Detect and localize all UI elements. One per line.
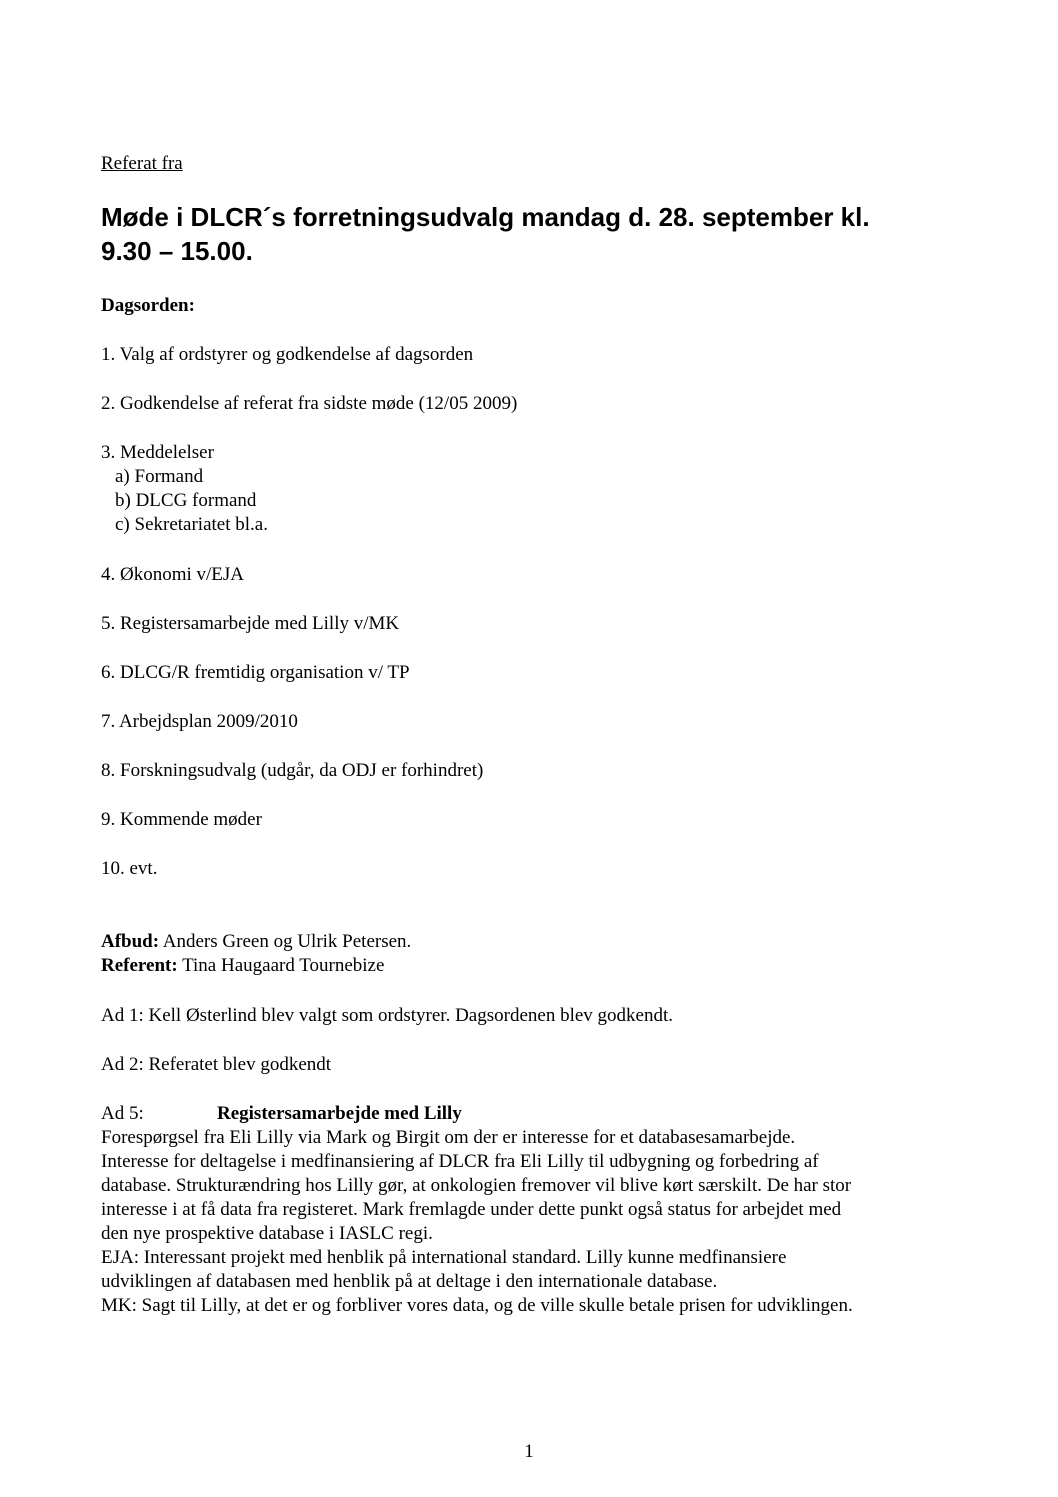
page-number: 1 [524, 1441, 534, 1462]
ad5-line: interesse i at få data fra registeret. Mark fremlagde under dette punkt også status for arbejdet med [101, 1199, 842, 1220]
ad5-line: database. Strukturændring hos Lilly gør, at onkologien fremover vil blive kørt særskilt. De har stor [101, 1175, 852, 1196]
absent-line [101, 930, 411, 954]
minutes-ad2: Ad 2: Referatet blev godkendt [101, 1054, 332, 1075]
agenda-item-6: 6. DLCG/R fremtidig organisation v/ TP [101, 662, 410, 683]
referent-label: Referent: [101, 955, 178, 976]
agenda-item-8: 8. Forskningsudvalg (udgår, da ODJ er forhindret) [101, 760, 484, 781]
agenda-item-9: 9. Kommende møder [101, 809, 262, 830]
ad5-paragraph [101, 1126, 961, 1318]
agenda-item-2: 2. Godkendelse af referat fra sidste møde (12/05 2009) [101, 393, 518, 414]
absent-label: Afbud: [101, 931, 160, 952]
document-subtitle: Referat fra [101, 153, 183, 174]
agenda-subitem-c: c) Sekretariatet bl.a. [115, 514, 268, 535]
ad5-label: Ad 5: [101, 1103, 144, 1124]
referent-value: Tina Haugaard Tournebize [177, 955, 385, 976]
agenda-item-4: 4. Økonomi v/EJA [101, 564, 245, 585]
ad5-heading: Registersamarbejde med Lilly [217, 1103, 462, 1124]
minutes-ad5-heading-line [101, 1102, 462, 1126]
referent-line [101, 954, 384, 978]
minutes-ad1: Ad 1: Kell Østerlind blev valgt som ordstyrer. Dagsordenen blev godkendt. [101, 1005, 674, 1026]
agenda-item-7: 7. Arbejdsplan 2009/2010 [101, 711, 298, 732]
ad5-line: udviklingen af databasen med henblik på at deltage i den internationale database. [101, 1271, 718, 1292]
ad5-line: den nye prospektive database i IASLC regi. [101, 1223, 433, 1244]
absent-value: Anders Green og Ulrik Petersen. [159, 931, 412, 952]
agenda-heading: Dagsorden: [101, 295, 195, 316]
agenda-item-5: 5. Registersamarbejde med Lilly v/MK [101, 613, 400, 634]
title-line-1: Møde i DLCR´s forretningsudvalg mandag d. 28. september kl. [101, 202, 870, 232]
agenda-item-10: 10. evt. [101, 858, 158, 879]
ad5-line: Interesse for deltagelse i medfinansiering af DLCR fra Eli Lilly til udbygning og forbedring af [101, 1151, 819, 1172]
agenda-item-3: 3. Meddelelser [101, 442, 214, 463]
agenda-item-1: 1. Valg af ordstyrer og godkendelse af dagsorden [101, 344, 474, 365]
agenda-subitem-b: b) DLCG formand [115, 490, 257, 511]
ad5-line: Forespørgsel fra Eli Lilly via Mark og Birgit om der er interesse for et databasesamarbejde. [101, 1127, 796, 1148]
title-line-2: 9.30 – 15.00. [101, 236, 253, 266]
agenda-subitem-a: a) Formand [115, 466, 204, 487]
document-title [101, 200, 961, 268]
ad5-line: MK: Sagt til Lilly, at det er og forbliver vores data, og de ville skulle betale prisen for udviklingen. [101, 1295, 853, 1316]
ad5-line: EJA: Interessant projekt med henblik på international standard. Lilly kunne medfinansiere [101, 1247, 787, 1268]
